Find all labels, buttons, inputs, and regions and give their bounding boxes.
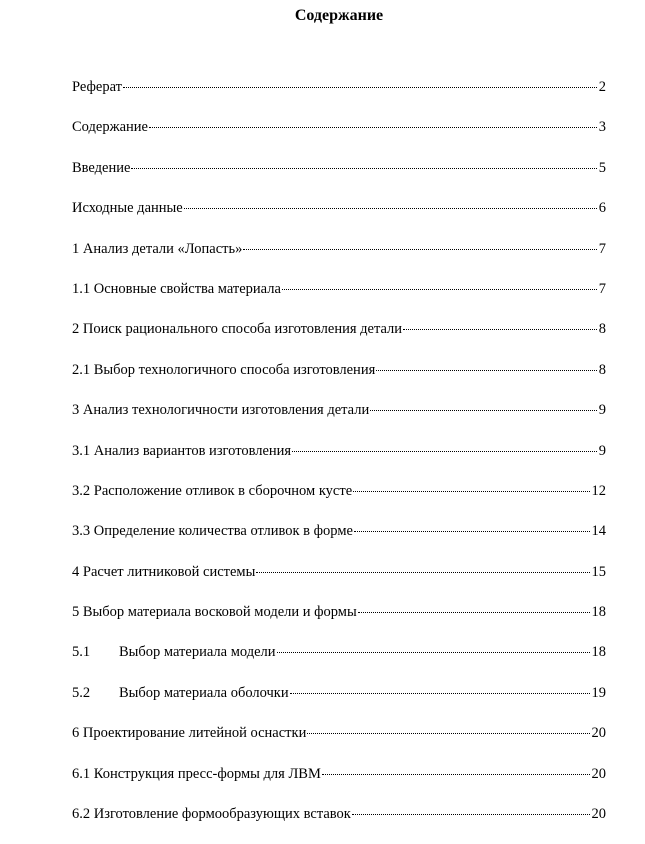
toc-leader-dots xyxy=(256,572,589,573)
toc-entry-text: 1 Анализ детали «Лопасть» xyxy=(72,240,243,257)
toc-leader-dots xyxy=(184,208,597,209)
toc-entry-text: 1.1 Основные свойства материала xyxy=(72,280,281,297)
toc-entry-page: 3 xyxy=(598,119,606,136)
toc-leader-dots xyxy=(376,370,597,371)
toc-leader-dots xyxy=(277,652,590,653)
toc-entry[interactable] xyxy=(72,683,606,723)
toc-leader-dots xyxy=(307,733,589,734)
toc-entry-page: 7 xyxy=(598,240,606,257)
toc-leader-dots xyxy=(352,814,590,815)
toc-entry-text: 2.1 Выбор технологичного способа изготовления xyxy=(72,361,376,378)
table-of-contents xyxy=(72,77,606,844)
toc-entry[interactable] xyxy=(72,804,606,844)
toc-entry[interactable] xyxy=(72,360,606,400)
toc-entry-text: Введение xyxy=(72,159,131,176)
toc-entry-number: 5.1 xyxy=(72,644,91,661)
toc-entry-page: 18 xyxy=(591,604,606,621)
toc-leader-dots xyxy=(358,612,590,613)
toc-entry-page: 7 xyxy=(598,280,606,297)
toc-entry-text: 6.2 Изготовление формообразующих вставок xyxy=(72,806,351,823)
toc-entry-text: 3.2 Расположение отливок в сборочном кусте xyxy=(72,482,353,499)
toc-entry[interactable] xyxy=(72,117,606,157)
toc-entry-page: 14 xyxy=(591,523,606,540)
toc-entry-page: 20 xyxy=(591,806,606,823)
toc-leader-dots xyxy=(292,451,597,452)
toc-entry[interactable] xyxy=(72,521,606,561)
toc-leader-dots xyxy=(354,531,590,532)
toc-entry-text: 6 Проектирование литейной оснастки xyxy=(72,725,307,742)
toc-leader-dots xyxy=(282,289,597,290)
toc-leader-dots xyxy=(290,693,590,694)
toc-entry-text: Выбор материала оболочки xyxy=(119,684,289,701)
toc-entry-text: Выбор материала модели xyxy=(119,644,276,661)
toc-entry-page: 15 xyxy=(591,563,606,580)
toc-entry-text: 3.1 Анализ вариантов изготовления xyxy=(72,442,292,459)
toc-entry-page: 9 xyxy=(598,402,606,419)
toc-entry-text: 5 Выбор материала восковой модели и формы xyxy=(72,604,357,621)
toc-entry-page: 20 xyxy=(591,765,606,782)
toc-entry-text: 4 Расчет литниковой системы xyxy=(72,563,256,580)
toc-entry-text: Реферат xyxy=(72,79,122,95)
toc-entry-page: 20 xyxy=(591,725,606,742)
toc-entry[interactable] xyxy=(72,642,606,682)
toc-entry[interactable] xyxy=(72,279,606,319)
toc-entry-page: 18 xyxy=(591,644,606,661)
toc-entry-page: 12 xyxy=(591,482,606,499)
toc-entry-text: 3 Анализ технологичности изготовления детали xyxy=(72,402,370,419)
page-title: Содержание xyxy=(294,7,384,24)
toc-entry-text: 3.3 Определение количества отливок в форме xyxy=(72,523,353,540)
toc-entry-page: 2 xyxy=(598,79,606,95)
toc-entry[interactable] xyxy=(72,441,606,481)
toc-entry[interactable] xyxy=(72,400,606,440)
toc-entry-text: 2 Поиск рационального способа изготовления детали xyxy=(72,321,403,338)
toc-entry-page: 8 xyxy=(598,321,606,338)
toc-entry[interactable] xyxy=(72,77,606,117)
toc-entry[interactable] xyxy=(72,562,606,602)
toc-entry-number: 5.2 xyxy=(72,684,91,701)
toc-entry[interactable] xyxy=(72,319,606,359)
toc-entry[interactable] xyxy=(72,198,606,238)
toc-leader-dots xyxy=(322,774,590,775)
toc-entry[interactable] xyxy=(72,239,606,279)
toc-entry[interactable] xyxy=(72,602,606,642)
toc-leader-dots xyxy=(370,410,597,411)
toc-leader-dots xyxy=(149,127,597,128)
toc-entry-text: Содержание xyxy=(72,119,148,136)
toc-entry-text: Исходные данные xyxy=(72,200,183,217)
toc-entry[interactable] xyxy=(72,481,606,521)
toc-entry-page: 9 xyxy=(598,442,606,459)
toc-entry-text: 6.1 Конструкция пресс-формы для ЛВМ xyxy=(72,765,321,782)
toc-entry[interactable] xyxy=(72,764,606,804)
toc-leader-dots xyxy=(403,329,597,330)
toc-entry-page: 5 xyxy=(598,159,606,176)
toc-entry-page: 6 xyxy=(598,200,606,217)
toc-leader-dots xyxy=(353,491,589,492)
toc-entry-page: 19 xyxy=(591,684,606,701)
toc-leader-dots xyxy=(131,168,596,169)
toc-leader-dots xyxy=(243,249,596,250)
toc-entry[interactable] xyxy=(72,158,606,198)
toc-entry[interactable] xyxy=(72,723,606,763)
toc-leader-dots xyxy=(123,87,597,88)
toc-entry-page: 8 xyxy=(598,361,606,378)
